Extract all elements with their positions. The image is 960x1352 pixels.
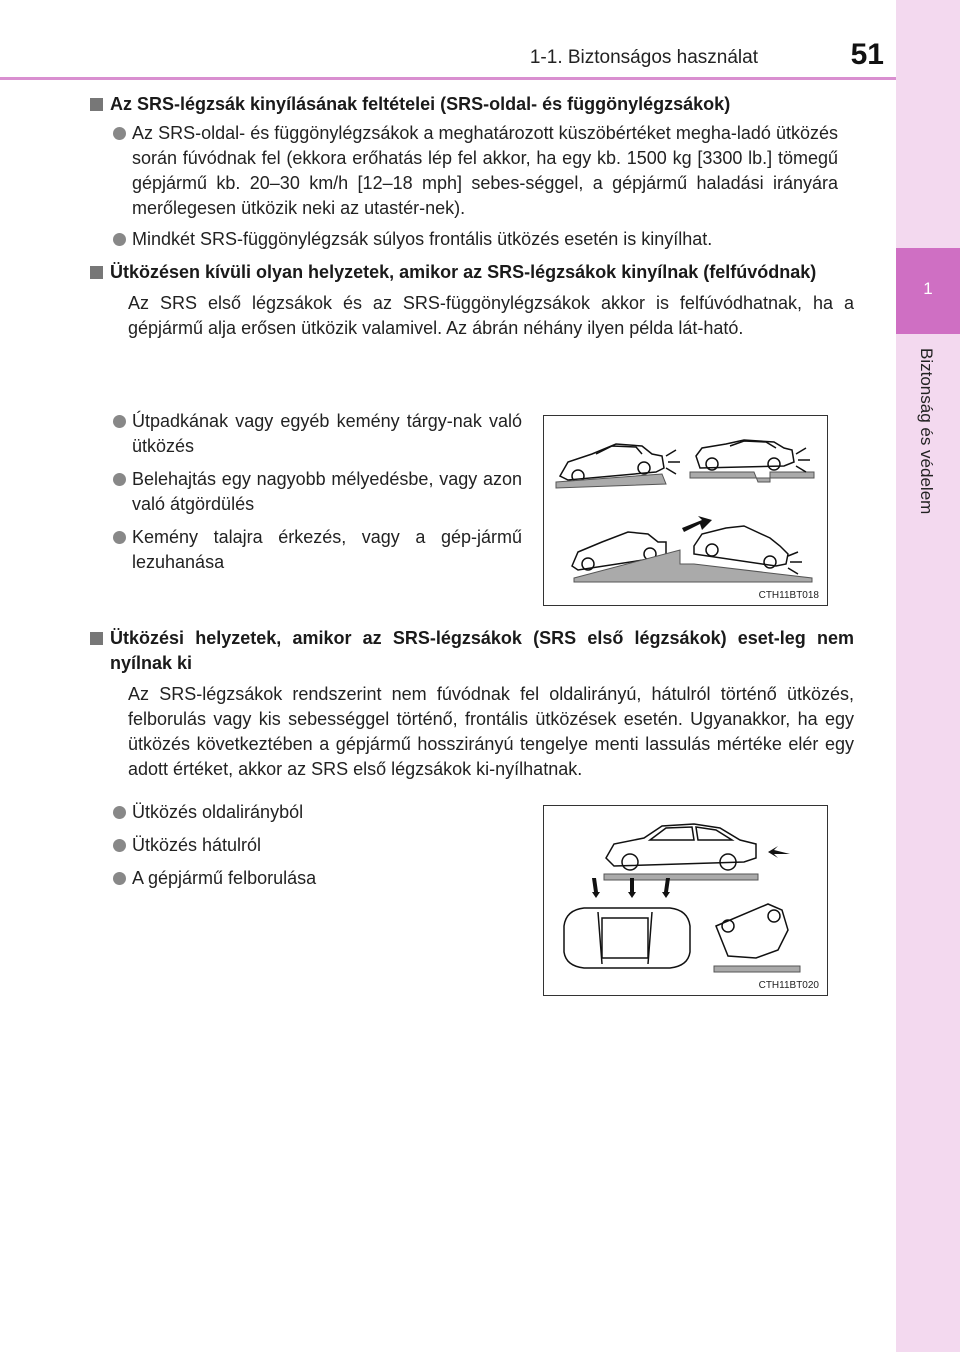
list-item: Az SRS-oldal- és függönylégzsákok a meghatározott küszöbértéket megha-ladó ütközés során fúvódnak fel (ekkora erőhatás lép fel akkor, ha egy kb. 1500 kg [3300 lb.] tömegű gépjármű kb. 20–30 km/h [12–18 mph] sebes-séggel, a gépjármű haladási irányára merőlegesen ütközik neki az utastér-nek). — [110, 121, 838, 221]
bullet-dot-icon — [113, 531, 126, 544]
page-number: 51 — [850, 38, 884, 71]
chapter-title: 1-1. Biztonságos használat — [529, 47, 758, 68]
figure-code: CTH11BT018 — [758, 590, 819, 601]
square-bullet-icon — [90, 98, 103, 111]
square-bullet-icon — [90, 266, 103, 279]
section-title: Ütközésen kívüli olyan helyzetek, amikor az SRS-légzsákok kinyílnak (felfúvódnak) — [90, 260, 854, 285]
chapter-side-title — [902, 348, 954, 598]
figure-code: CTH11BT020 — [758, 980, 819, 991]
undercarriage-impact-illustration — [544, 416, 827, 605]
list-item: A gépjármű felborulása — [110, 866, 522, 891]
section-no-deployment — [90, 626, 854, 782]
list-item: Kemény talajra érkezés, vagy a gép-jármű lezuhanása — [110, 525, 522, 575]
section-title: Az SRS-légzsák kinyílásának feltételei (SRS-oldal- és függönylégzsákok) — [90, 92, 854, 117]
chapter-side-tab — [896, 0, 960, 1352]
bullet-dot-icon — [113, 127, 126, 140]
list-item: Útpadkának vagy egyéb kemény tárgy-nak való ütközés — [110, 409, 522, 459]
section-intro: Az SRS első légzsákok és az SRS-függönylégzsákok akkor is felfúvódhatnak, ha a gépjármű alja erősen ütközik valamivel. Az ábrán néhány ilyen példa lát-ható. — [128, 293, 854, 338]
list-item: Mindkét SRS-függönylégzsák súlyos frontális ütközés esetén is kinyílhat. — [110, 227, 838, 252]
header-divider — [0, 77, 896, 80]
list-item: Ütközés oldalirányból — [110, 800, 522, 825]
section-deployment-conditions — [108, 92, 854, 341]
list-item: Ütközés hátulról — [110, 833, 522, 858]
no-deployment-list — [110, 800, 522, 891]
section-title: Ütközési helyzetek, amikor az SRS-légzsákok (SRS első légzsákok) eset-leg nem nyílnak ki — [90, 626, 854, 676]
page-header — [0, 0, 896, 80]
section-intro: Az SRS-légzsákok rendszerint nem fúvódnak fel oldalirányú, hátulról történő ütközés, felborulás vagy kis sebességgel történő, frontális ütközések esetén. Ugyanakkor, ha egy ütközés következtében a gépjármű hosszirányú tengelye menti lassulás mértéke elér egy adott értéket, akkor az SRS első légzsákok ki-nyílhatnak. — [128, 684, 854, 779]
chapter-side-title-text: Biztonság és védelem — [917, 348, 936, 515]
bullet-dot-icon — [113, 806, 126, 819]
figure-undercarriage-impacts — [543, 415, 828, 606]
chapter-number-tab: 1 — [896, 248, 960, 334]
bullet-dot-icon — [113, 473, 126, 486]
non-collision-list — [110, 409, 522, 575]
list-item: Belehajtás egy nagyobb mélyedésbe, vagy azon való átgördülés — [110, 467, 522, 517]
bullet-dot-icon — [113, 415, 126, 428]
bullet-dot-icon — [113, 839, 126, 852]
side-rear-rollover-illustration — [544, 806, 827, 995]
bullet-dot-icon — [113, 872, 126, 885]
square-bullet-icon — [90, 632, 103, 645]
figure-non-deployment-collisions — [543, 805, 828, 996]
bullet-dot-icon — [113, 233, 126, 246]
